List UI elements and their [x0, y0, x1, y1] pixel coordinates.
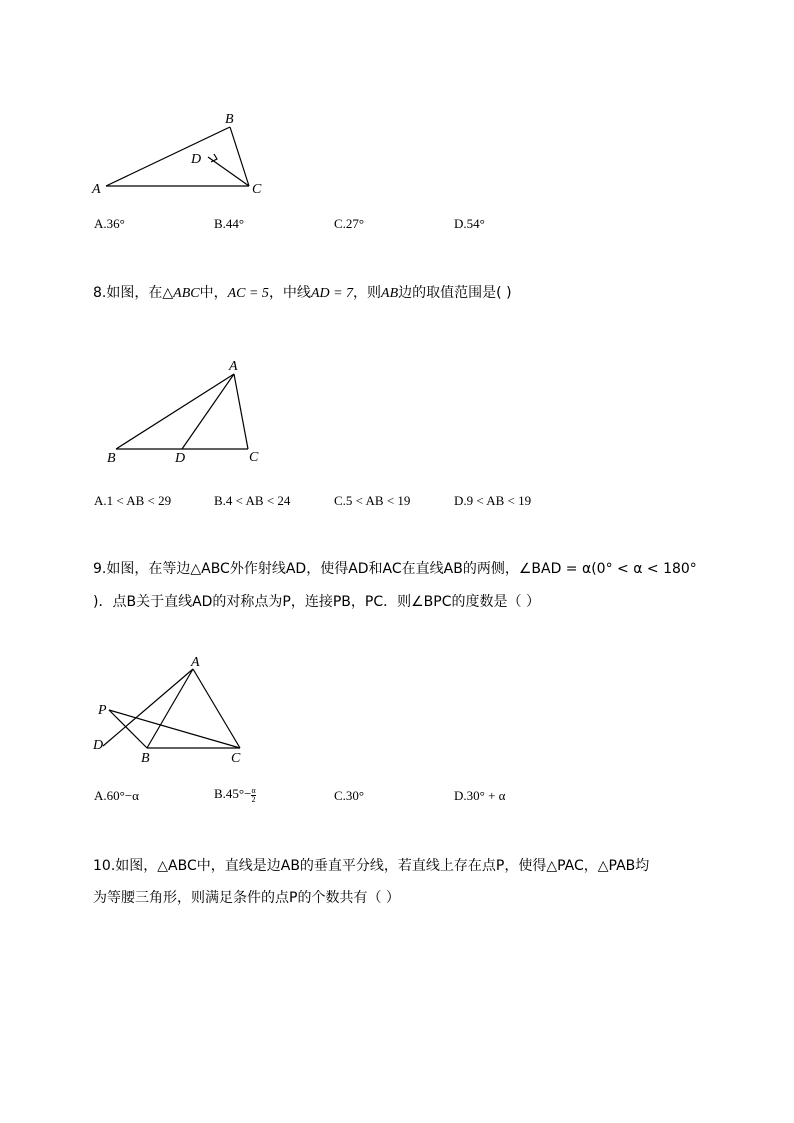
q7-right-angle-mark — [211, 154, 217, 162]
q7-option-d: D.54° — [454, 216, 485, 231]
q9-stem-line1: 9.如图，在等边△ABC外作射线AD，使得AD和AC在直线AB的两侧，∠BAD = α(0° < α < 180° — [93, 561, 697, 577]
q9-figure — [90, 650, 260, 768]
q9-label-d: D — [93, 738, 104, 753]
q8-triangle-name: ABC — [173, 286, 200, 301]
q9-ray-ad — [103, 669, 193, 746]
q8-triangle-symbol: △ — [162, 285, 174, 301]
q9-option-b-fraction — [251, 787, 255, 804]
q10-stem-line1: 10.如图，△ABC中，直线是边AB的垂直平分线，若直线上存在点P，使得△PAC，△PAB均 — [93, 858, 650, 874]
q9-option-c: C.30° — [334, 788, 365, 803]
q7-label-d: D — [191, 152, 202, 167]
q8-option-a: A.1 < AB < 29 — [94, 493, 172, 508]
q7-figure — [90, 105, 280, 200]
q8-label-c: C — [249, 450, 259, 465]
q9-stem-line2: )．点B关于直线AD的对称点为P，连接PB，PC．则∠BPC的度数是（ ） — [93, 594, 540, 610]
q9-label-a: A — [191, 655, 200, 670]
q9-option-a: A.60°−α — [94, 788, 139, 803]
q9-label-b: B — [141, 751, 150, 766]
q9-segment-ab — [147, 669, 193, 748]
q9-option-d: D.30° + α — [454, 788, 506, 803]
q8-option-b: B.4 < AB < 24 — [214, 493, 291, 508]
q8-label-b: B — [107, 451, 116, 466]
q9-option-b-numerator: α — [251, 785, 256, 795]
q8-option-c: C.5 < AB < 19 — [334, 493, 411, 508]
q10-stem-line2: 为等腰三角形，则满足条件的点P的个数共有（ ） — [93, 890, 400, 906]
q9-label-c: C — [231, 751, 241, 766]
q7-option-c: C.27° — [334, 216, 365, 231]
q7-option-b: B.44° — [214, 216, 245, 231]
q8-option-d: D.9 < AB < 19 — [454, 493, 532, 508]
q8-stem-prefix: 8.如图，在 — [93, 285, 163, 301]
q8-stem-end: 边的取值范围是( ) — [398, 285, 512, 301]
q8-segment-ad — [182, 374, 234, 449]
q7-segment-cd — [208, 157, 249, 186]
q9-option-b — [214, 786, 256, 804]
q8-ac: AC = 5 — [227, 286, 269, 301]
q8-ad: AD = 7 — [310, 286, 354, 301]
q9-label-p: P — [98, 703, 107, 718]
q8-figure — [100, 355, 270, 467]
q8-stem-mid2: ，中线 — [268, 285, 311, 301]
q7-label-b: B — [225, 112, 234, 127]
q9-option-b-denominator: 2 — [251, 794, 256, 804]
q7-label-c: C — [252, 182, 262, 197]
q7-segment-ab — [106, 127, 230, 186]
q8-segment-ac — [234, 374, 248, 449]
q8-ab: AB — [381, 286, 399, 301]
q8-stem-mid1: 中， — [199, 285, 228, 301]
q9-option-b-prefix: B.45°− — [214, 786, 252, 801]
q7-option-a: A.36° — [94, 216, 125, 231]
q8-label-d: D — [175, 451, 186, 466]
q8-stem — [93, 282, 512, 302]
q7-segment-bc — [230, 127, 249, 186]
q7-label-a: A — [92, 182, 101, 197]
q8-segment-ab — [116, 374, 234, 449]
q8-stem-mid3: ，则 — [353, 285, 382, 301]
q8-label-a: A — [229, 359, 238, 374]
